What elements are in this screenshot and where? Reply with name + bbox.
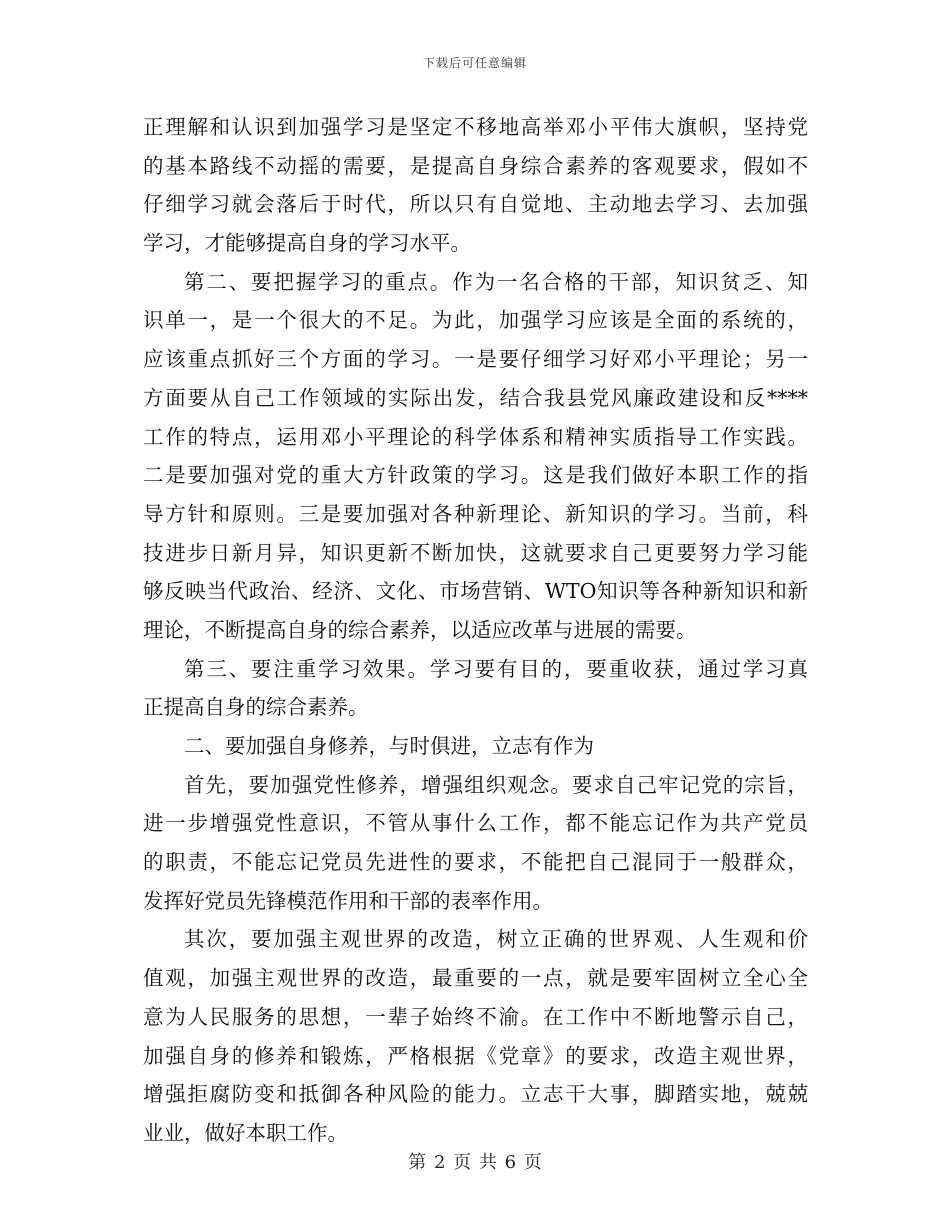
text-line: 值观，加强主观世界的改造，最重要的一点，就是要牢固树立全心全	[143, 966, 808, 991]
text-line: 方面要从自己工作领域的实际出发，结合我县党风廉政建设和反****	[143, 385, 808, 410]
text-line: 首先，要加强党性修养，增强组织观念。要求自己牢记党的宗旨，	[184, 772, 808, 797]
text-line: 业业，做好本职工作。	[143, 1120, 348, 1145]
page-header: 下载后可任意编辑	[422, 56, 527, 70]
text-line: 的职责，不能忘记党员先进性的要求，不能把自己混同于一般群众，	[143, 850, 808, 875]
text-line: 工作的特点，运用邓小平理论的科学体系和精神实质指导工作实践。	[143, 424, 808, 449]
text-line: 意为人民服务的思想，一辈子始终不渝。在工作中不断地警示自己，	[143, 1004, 808, 1029]
text-line: 其次，要加强主观世界的改造，树立正确的世界观、人生观和价	[184, 927, 808, 952]
text-line: 理论，不断提高自身的综合素养，以适应改革与进展的需要。	[143, 617, 697, 642]
text-line: 的基本路线不动摇的需要，是提高自身综合素养的客观要求，假如不	[143, 153, 808, 178]
text-line: 学习，才能够提高自身的学习水平。	[143, 231, 471, 256]
text-line: 加强自身的修养和锻炼，严格根据《党章》的要求，改造主观世界，	[143, 1043, 808, 1068]
text-line: 识单一，是一个很大的不足。为此，加强学习应该是全面的系统的，	[143, 308, 808, 333]
document-body	[143, 108, 808, 1153]
text-line: 导方针和原则。三是要加强对各种新理论、新知识的学习。当前，科	[143, 501, 808, 526]
text-line: 仔细学习就会落后于时代，所以只有自觉地、主动地去学习、去加强	[143, 192, 808, 217]
text-line: 正提高自身的综合素养。	[143, 695, 369, 720]
text-line: 发挥好党员先锋模范作用和干部的表率作用。	[143, 888, 553, 913]
text-line: 够反映当代政治、经济、文化、市场营销、WTO知识等各种新知识和新	[143, 579, 808, 604]
text-line: 第二、要把握学习的重点。作为一名合格的干部，知识贫乏、知	[184, 269, 808, 294]
text-line: 技进步日新月异，知识更新不断加快，这就要求自己更要努力学习能	[143, 540, 808, 565]
text-line: 进一步增强党性意识，不管从事什么工作，都不能忘记作为共产党员	[143, 811, 808, 836]
text-line: 第三、要注重学习效果。学习要有目的，要重收获，通过学习真	[184, 656, 808, 681]
page-number-footer: 第 2 页 共 6 页	[408, 1152, 542, 1173]
text-line: 正理解和认识到加强学习是坚定不移地高举邓小平伟大旗帜，坚持党	[143, 115, 808, 139]
text-line: 增强拒腐防变和抵御各种风险的能力。立志干大事，脚踏实地，兢兢	[143, 1082, 808, 1107]
text-line: 应该重点抓好三个方面的学习。一是要仔细学习好邓小平理论；另一	[143, 347, 808, 372]
text-line: 二是要加强对党的重大方针政策的学习。这是我们做好本职工作的指	[143, 463, 808, 488]
text-line: 二、要加强自身修养，与时俱进，立志有作为	[184, 734, 594, 758]
